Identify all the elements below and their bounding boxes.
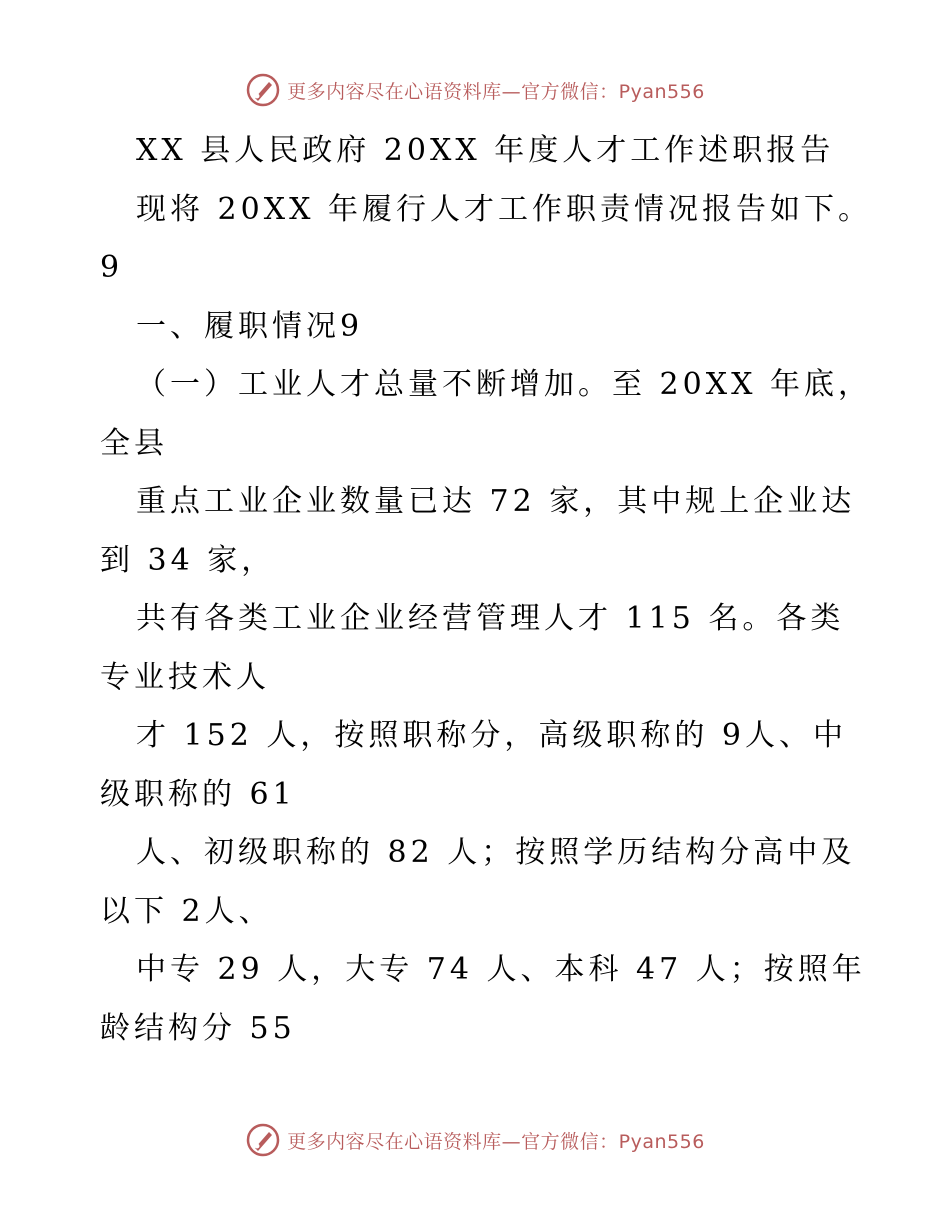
paragraph-line: 中专 29 人，大专 74 人、本科 47 人；按照年	[136, 952, 866, 987]
paragraph-line: 以下 2人、	[100, 893, 273, 929]
section-heading: 一、履职情况9	[136, 308, 364, 344]
paragraph-line: 共有各类工业企业经营管理人才 115 名。各类	[136, 601, 845, 636]
paragraph-line: 专业技术人	[100, 659, 270, 695]
document-body	[100, 122, 872, 1058]
header-banner	[0, 70, 950, 110]
paragraph-line: 才 152 人，按照职称分，高级职称的 9人、中	[136, 718, 847, 753]
document-title: XX 县人民政府 20XX 年度人才工作述职报告	[136, 133, 835, 168]
pen-logo-icon	[245, 1122, 281, 1158]
paragraph-line: 人、初级职称的 82 人；按照学历结构分高中及	[136, 835, 856, 870]
paragraph-line: 龄结构分 55	[100, 1010, 296, 1046]
paragraph-line: 重点工业企业数量已达 72 家，其中规上企业达	[136, 484, 856, 519]
paragraph-line: 全县	[100, 425, 168, 461]
header-banner-text: 更多内容尽在心语资料库—官方微信：Pyan556	[287, 80, 705, 103]
paragraph-line: 现将 20XX 年履行人才工作职责情况报告如下。	[136, 191, 872, 227]
footer-banner	[0, 1120, 950, 1160]
paragraph-line: 级职称的 61	[100, 776, 296, 812]
paragraph-line: 到 34 家，	[100, 542, 276, 578]
paragraph-line: 9	[100, 250, 124, 285]
pen-logo-icon	[245, 72, 281, 108]
paragraph-line: （一）工业人才总量不断增加。至 20XX 年底，	[136, 367, 872, 402]
footer-banner-text: 更多内容尽在心语资料库—官方微信：Pyan556	[287, 1130, 705, 1153]
